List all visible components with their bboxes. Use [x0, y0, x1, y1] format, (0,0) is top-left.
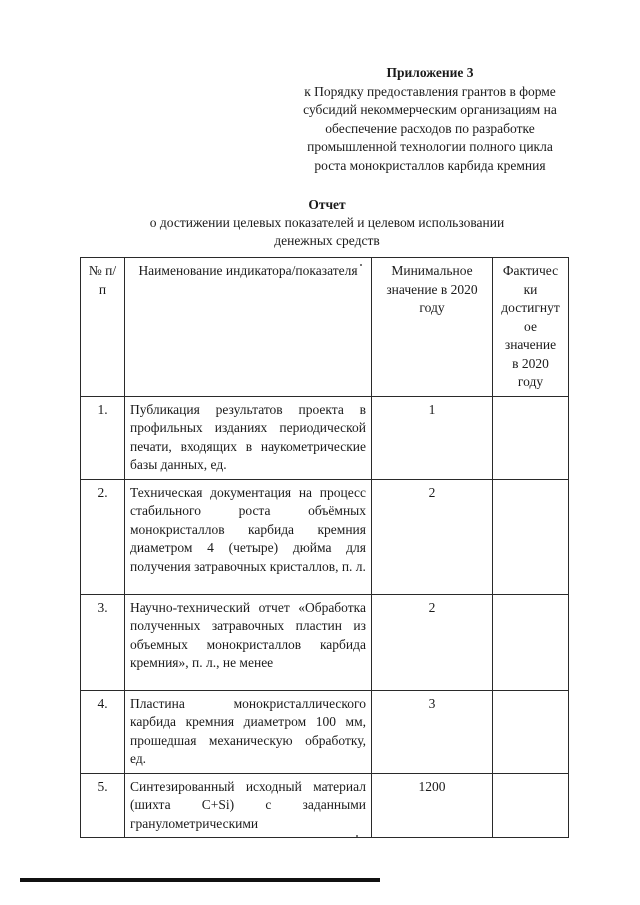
report-subtitle-line: денежных средств	[274, 233, 380, 248]
row-name: Пластина монокристаллического карбида кремния диаметром 100 мм, прошедшая механическую обработку, ед.	[125, 690, 372, 773]
row-fact	[493, 690, 569, 773]
table-row	[81, 690, 569, 773]
row-min: 1	[372, 396, 493, 479]
row-fact	[493, 594, 569, 690]
header-min: Минимальное значение в 2020 году	[372, 258, 493, 397]
row-min: 1200	[372, 773, 493, 838]
row-num: 3.	[81, 594, 125, 690]
row-num: 1.	[81, 396, 125, 479]
row-num: 4.	[81, 690, 125, 773]
report-title-block	[100, 196, 554, 250]
header-name: Наименование индикатора/показателя	[125, 258, 372, 397]
header-fact	[493, 258, 569, 397]
report-subtitle-line: о достижении целевых показателей и целевом использовании	[149, 215, 505, 230]
row-min: 3	[372, 690, 493, 773]
header-fact-line: году	[517, 374, 544, 389]
row-min: 2	[372, 479, 493, 594]
report-heading: Отчет	[308, 197, 346, 212]
row-fact	[493, 396, 569, 479]
appendix-line: к Порядку предоставления грантов в форме	[304, 83, 556, 99]
appendix-heading: Приложение 3	[386, 65, 474, 80]
row-min: 2	[372, 594, 493, 690]
indicators-table	[80, 257, 569, 838]
header-fact-line: достигнут	[501, 300, 560, 315]
table-row	[81, 396, 569, 479]
row-name: Публикация результатов проекта в профильных изданиях периодической печати, входящих в наукометрические базы данных, ед.	[125, 396, 372, 479]
row-name: Синтезированный исходный материал (шихта C+Si) с заданными гранулометрическими	[125, 773, 372, 838]
scan-edge-bar	[20, 878, 380, 882]
table-row	[81, 594, 569, 690]
scan-speck	[360, 264, 362, 266]
appendix-line: роста монокристаллов карбида кремния	[314, 157, 546, 173]
row-fact	[493, 479, 569, 594]
scan-speck	[356, 835, 358, 837]
appendix-line: субсидий некоммерческим организациям на	[303, 102, 557, 117]
header-fact-line: ки	[523, 281, 538, 297]
header-fact-line: значение	[504, 337, 557, 352]
row-num: 2.	[81, 479, 125, 594]
table-row	[81, 479, 569, 594]
appendix-line: промышленной технологии полного цикла	[307, 139, 553, 154]
appendix-block	[282, 64, 578, 175]
row-name: Научно-технический отчет «Обработка полученных затравочных пластин из объемных монокристаллов карбида кремния», п. л., не менее	[125, 594, 372, 690]
row-fact	[493, 773, 569, 838]
table-header-row	[81, 258, 569, 397]
header-fact-line: в 2020	[512, 355, 549, 371]
row-num: 5.	[81, 773, 125, 838]
row-name: Техническая документация на процесс стабильного роста объёмных монокристаллов карбида кремния диаметром 4 (четыре) дюйма для получения затравочных кристаллов, п. л.	[125, 479, 372, 594]
table-row	[81, 773, 569, 838]
appendix-line: обеспечение расходов по разработке	[325, 120, 535, 136]
header-fact-line: ое	[524, 318, 537, 334]
header-fact-line: Фактичес	[502, 263, 559, 278]
header-num: № п/п	[81, 258, 125, 397]
